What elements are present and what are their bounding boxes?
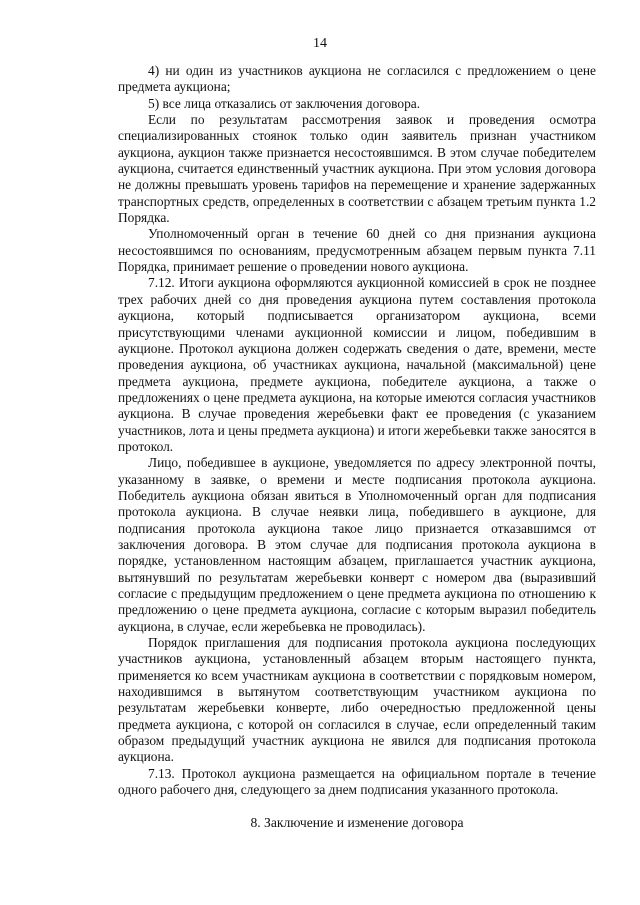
paragraph-7-12: 7.12. Итоги аукциона оформляются аукционной комиссией в срок не позднее трех рабочих дней со дня проведения аукциона путем составления протокола аукциона, который подписывается организатором аукциона, всеми присутствующими членами аукционной комиссии и лицом, победившим в аукционе. Протокол аукциона должен содержать сведения о дате, времени, месте проведения аукциона, об участниках аукциона, начальной (максимальной) цене предмета аукциона, предмете аукциона, победителе аукциона, а также о предложениях о цене предмета аукциона, на которые имеются согласия участников аукциона. В случае проведения жеребьевки факт ее проведения (с указанием участников, лота и цены предмета аукциона) и итоги жеребьевки также заносятся в протокол.: [118, 275, 596, 454]
paragraph-invitation-order: Порядок приглашения для подписания протокола аукциона последующих участников аукциона, установленный абзацем вторым настоящего пункта, применяется ко всем участникам аукциона в соответствии с порядковым номером, находившимся в вытянутом соответствующим участником аукциона по результатам жеребьевки конверте, либо очередностью предложенной цены предмета аукциона, с которой он согласился в случае, если определенный таким образом предыдущий участник аукциона не явился для подписания протокола аукциона.: [118, 635, 596, 765]
document-body: [118, 63, 596, 831]
paragraph-winner-notice: Лицо, победившее в аукционе, уведомляется по адресу электронной почты, указанному в заявке, о времени и месте подписания протокола аукциона. Победитель аукциона обязан явиться в Уполномоченный орган для подписания протокола аукциона. В случае неявки лица, победившего в аукционе, для подписания протокола аукциона такое лицо признается отказавшимся от заключения договора. В этом случае для подписания протокола аукциона в порядке, установленном настоящим абзацем, приглашается участник аукциона, вытянувший по результатам жеребьевки конверт с номером два (выразивший согласие с предыдущим предложением о цене предмета аукциона по отношению к предложению о цене предмета аукциона, согласие с которым выразил победитель аукциона, в случае, если жеребьевка не проводилась).: [118, 455, 596, 634]
paragraph-new-auction: Уполномоченный орган в течение 60 дней со дня признания аукциона несостоявшимся по основаниям, предусмотренным абзацем первым пункта 7.11 Порядка, принимает решение о проведении нового аукциона.: [118, 226, 596, 275]
paragraph-item-5: 5) все лица отказались от заключения договора.: [148, 95, 421, 111]
section-heading: 8. Заключение и изменение договора: [250, 815, 464, 831]
paragraph-item-4: 4) ни один из участников аукциона не согласился с предложением о цене предмета аукциона;: [118, 63, 596, 95]
paragraph-7-13: 7.13. Протокол аукциона размещается на официальном портале в течение одного рабочего дня, следующего за днем подписания указанного протокола.: [118, 765, 596, 798]
paragraph-single-applicant: Если по результатам рассмотрения заявок и проведения осмотра специализированных стоянок только один заявитель признан участником аукциона, аукцион также признается несостоявшимся. В этом случае победителем аукциона, считается единственный участник аукциона. При этом условия договора не должны превышать уровень тарифов на перемещение и хранение задержанных транспортных средств, определенных в соответствии с абзацем третьим пункта 1.2 Порядка.: [118, 112, 596, 226]
page-number: 14: [313, 36, 327, 51]
